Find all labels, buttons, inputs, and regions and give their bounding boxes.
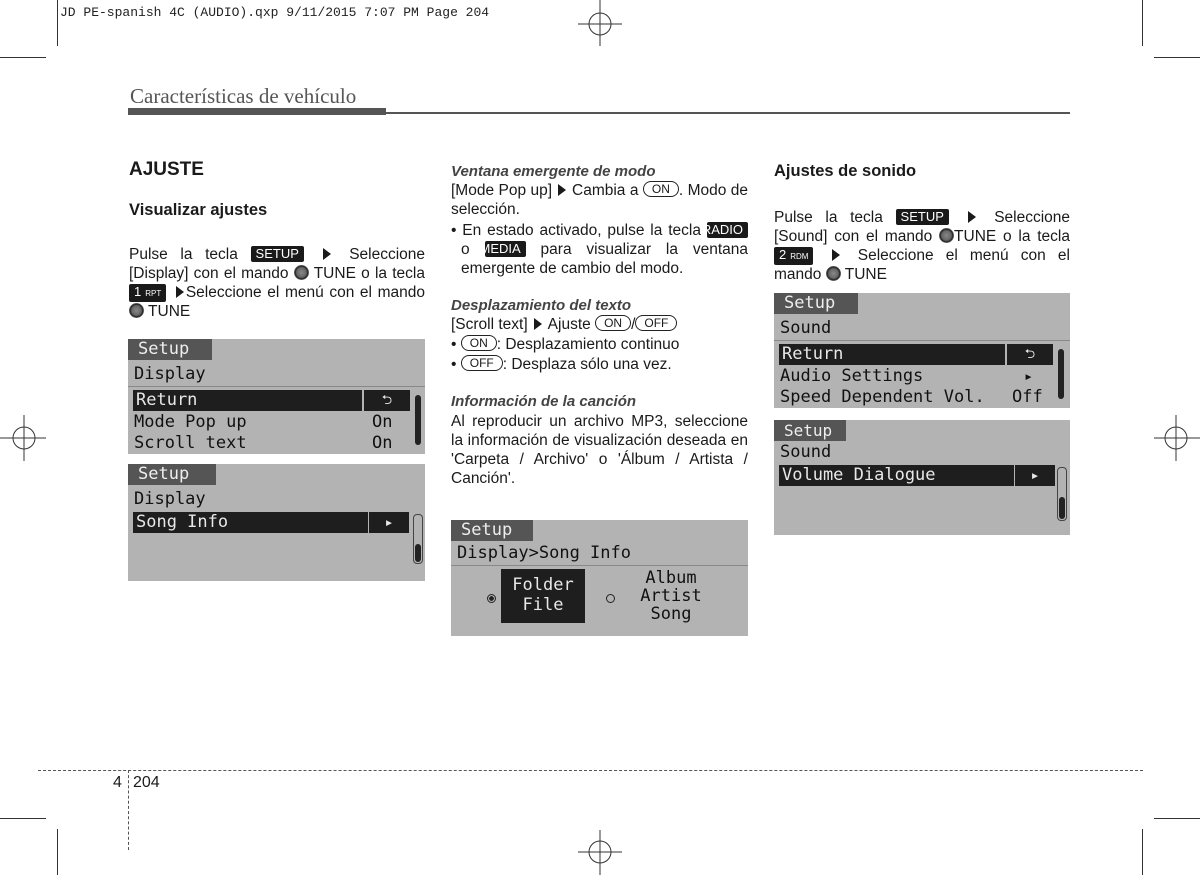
display-screen [451, 520, 748, 636]
bullet-item [451, 221, 748, 278]
divider [128, 386, 425, 387]
text: TUNE [148, 303, 191, 320]
chapter-number: 4 [113, 774, 122, 791]
text: : Desplazamiento continuo [496, 336, 680, 353]
tune-knob-icon [939, 228, 954, 243]
key-sublabel: RDM [790, 252, 809, 261]
crop-mark [57, 829, 58, 875]
column-2 [451, 162, 748, 488]
bullet-item [451, 355, 748, 374]
sound-screen [774, 293, 1070, 408]
paragraph [451, 315, 748, 334]
page-heading: AJUSTE [129, 159, 204, 180]
header-rule [386, 112, 1070, 114]
preset-1-key [129, 284, 166, 302]
menu-item-song-info[interactable]: Song Info [133, 512, 368, 533]
menu-item-speed-dependent-vol[interactable]: Speed Dependent Vol. [780, 387, 985, 407]
subheading: Visualizar ajustes [129, 201, 268, 219]
text: Ajuste [547, 316, 591, 333]
arrow-right-icon [832, 249, 840, 261]
text: Seleccione el menú con el mando [185, 284, 425, 301]
screen-header: Setup [451, 520, 533, 541]
bullet: • [451, 336, 457, 353]
key-label: 2 [779, 247, 787, 262]
screen-header: Setup [128, 339, 212, 360]
text: TUNE o la tecla [313, 265, 425, 282]
text: TUNE o la tecla [954, 228, 1070, 245]
subheading: Información de la canción [451, 393, 637, 410]
bullet: • [451, 356, 457, 373]
return-icon[interactable]: ⮌ [1007, 344, 1053, 365]
paragraph [129, 245, 425, 321]
radio-selected-icon[interactable] [487, 594, 496, 603]
registration-mark-icon [1154, 415, 1200, 461]
preset-2-key [774, 247, 813, 265]
menu-item-audio-settings[interactable]: Audio Settings [780, 366, 924, 386]
screen-path: Sound [780, 442, 832, 462]
text: . Modo de selección. [451, 182, 748, 218]
key-label: 1 [134, 284, 142, 299]
off-badge: OFF [635, 315, 677, 331]
paragraph: Al reproducir un archivo MP3, seleccione la información de visualización deseada en 'Carpeta / Archivo' o 'Álbum / Artista / Canción'. [451, 413, 748, 487]
screen-header: Setup [774, 293, 858, 314]
tune-knob-icon [129, 303, 144, 318]
scroll-thumb[interactable] [1059, 497, 1065, 519]
display-screen [128, 339, 425, 454]
speed-dependent-vol-value: Off [1012, 387, 1043, 407]
crop-mark [0, 57, 46, 58]
subheading: Ajustes de sonido [774, 162, 917, 180]
screen-path: Display [134, 364, 206, 384]
screen-path: Sound [780, 318, 832, 338]
text: Cambia a [572, 182, 639, 199]
paragraph [451, 181, 748, 219]
crop-mark [1142, 829, 1143, 875]
menu-item-return[interactable]: Return [133, 390, 362, 411]
crop-mark [1154, 818, 1200, 819]
text: • En estado activado, pulse la tecla [451, 222, 701, 239]
scroll-text-value: On [372, 433, 393, 453]
tune-knob-icon [294, 265, 309, 280]
text: Seleccione el menú con el mando [774, 247, 1070, 283]
off-badge: OFF [461, 355, 503, 371]
sound-screen [774, 420, 1070, 535]
bullet-item [451, 335, 748, 354]
chevron-right-icon: ▸ [1015, 465, 1055, 486]
crop-mark [1142, 0, 1143, 46]
crop-mark [0, 818, 46, 819]
option-folder-file[interactable]: Folder File [501, 569, 585, 623]
section-title: Características de vehículo [130, 84, 357, 108]
column-3 [774, 162, 1070, 284]
text: para visualizar la ventana emergente de cambio del modo. [461, 241, 748, 277]
setup-key: SETUP [251, 246, 304, 262]
arrow-right-icon [534, 318, 542, 330]
menu-item-return[interactable]: Return [779, 344, 1005, 365]
screen-header: Setup [774, 420, 846, 441]
text: Seleccione [Sound] con el mando [774, 209, 1071, 245]
print-slug: JD PE-spanish 4C (AUDIO).qxp 9/11/2015 7:07 PM Page 204 [60, 5, 490, 20]
column-1 [129, 160, 425, 321]
on-badge: ON [595, 315, 631, 331]
radio-key: RADIO [707, 222, 748, 238]
text: / [631, 316, 636, 333]
on-badge: ON [461, 335, 497, 351]
text: : Desplaza sólo una vez. [502, 356, 672, 373]
key-sublabel: RPT [145, 289, 162, 298]
menu-item-volume-dialogue[interactable]: Volume Dialogue [779, 465, 1014, 486]
text: [Scroll text] [451, 316, 528, 333]
arrow-right-icon [323, 248, 331, 260]
screen-path: Display [134, 489, 206, 509]
chevron-right-icon: ▸ [369, 512, 409, 533]
scroll-thumb[interactable] [415, 544, 421, 562]
footer-rule [128, 770, 129, 850]
registration-mark-icon [578, 830, 622, 875]
display-screen [128, 464, 425, 581]
option-album-artist-song[interactable]: Album Artist Song [640, 568, 702, 624]
chevron-right-icon: ▸ [1024, 367, 1034, 385]
text: TUNE [844, 266, 887, 283]
divider [451, 565, 748, 566]
menu-item-scroll-text[interactable]: Scroll text [134, 433, 247, 453]
screen-header: Setup [128, 464, 216, 485]
page-number: 204 [133, 774, 160, 791]
subheading: Desplazamiento del texto [451, 297, 632, 314]
radio-unselected-icon[interactable] [606, 594, 615, 603]
return-icon[interactable]: ⮌ [364, 390, 410, 411]
setup-key: SETUP [896, 209, 949, 225]
on-badge: ON [643, 181, 679, 197]
text: Pulse la tecla [774, 209, 883, 226]
mode-popup-value: On [372, 412, 393, 432]
registration-mark-icon [578, 0, 622, 48]
text: o [461, 241, 470, 258]
media-key: MEDIA [485, 241, 526, 257]
tune-knob-icon [826, 266, 841, 281]
crop-mark [1154, 57, 1200, 58]
screen-path: Display>Song Info [457, 543, 631, 563]
scrollbar[interactable] [1058, 349, 1064, 399]
paragraph [774, 208, 1070, 284]
divider [774, 340, 1070, 341]
menu-item-mode-popup[interactable]: Mode Pop up [134, 412, 247, 432]
arrow-right-icon [968, 211, 976, 223]
footer-rule [38, 770, 1143, 771]
arrow-right-icon [558, 184, 566, 196]
arrow-right-icon [176, 286, 184, 298]
text: Seleccione [Display] con el mando [129, 246, 426, 282]
registration-mark-icon [0, 415, 46, 461]
crop-mark [57, 0, 58, 46]
scrollbar[interactable] [415, 395, 421, 445]
subheading: Ventana emergente de modo [451, 163, 656, 180]
text: Pulse la tecla [129, 246, 238, 263]
header-rule [128, 108, 386, 115]
text: [Mode Pop up] [451, 182, 553, 199]
